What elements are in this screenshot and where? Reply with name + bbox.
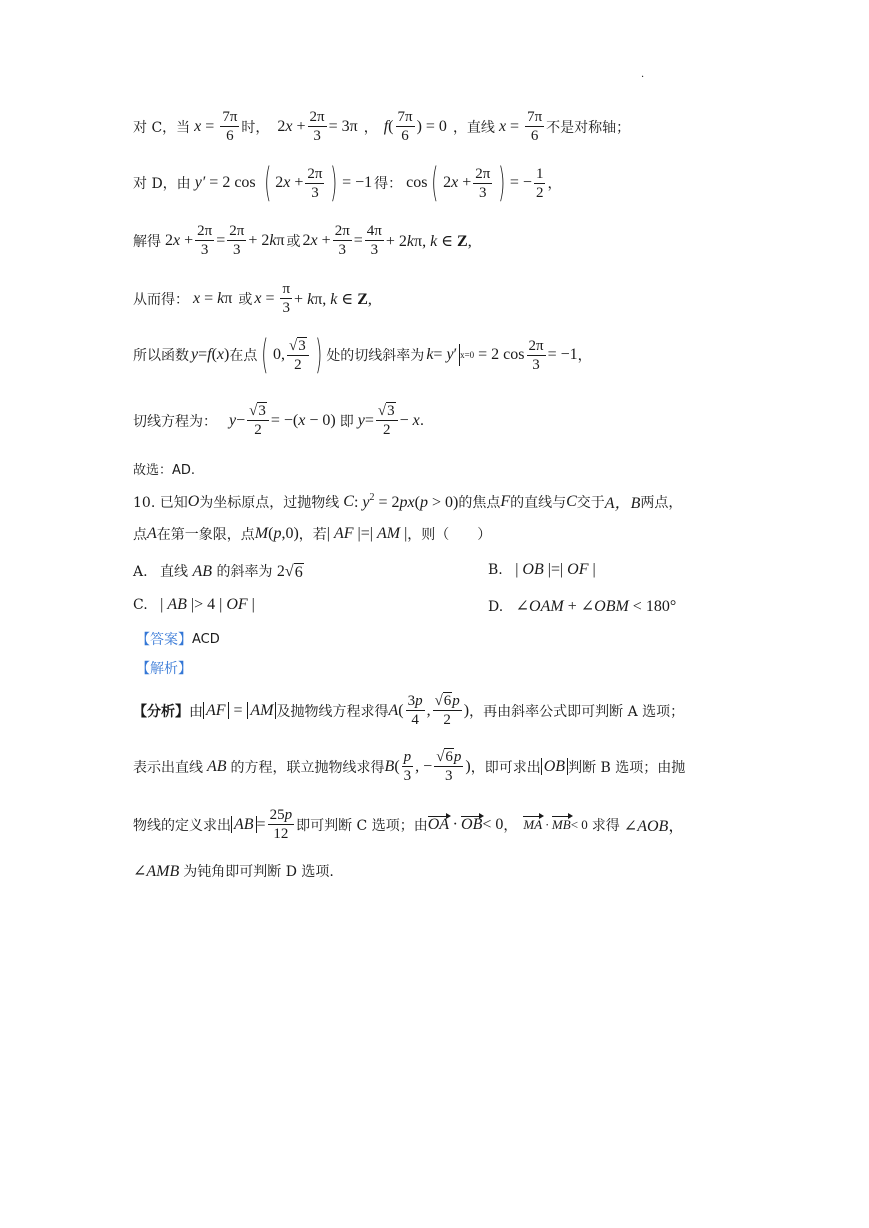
fenxi-line-1: 【分析】 由 AF = AM 及抛物线方程求得 A ( $\frac{3p}{4}$ , √ 6 p 2 ) ，再由斜率公式即可判断 A 选项； — [133, 693, 685, 728]
line-option-c-check: 对 C，当 x = $\frac{7\pi}{6}$ 时， 2x + $\frac{2\pi}{3}$ = 3π ， f ( $\frac{7\pi}{6}$ ) = 0 ，直线 x = $\frac{7\pi}{6}$ 不是对称轴； — [133, 109, 631, 144]
text: 由 — [189, 703, 203, 720]
text: C — [566, 492, 577, 510]
text: 表示出直线 — [133, 759, 203, 776]
q10-line-2: 点 A 在第一象限，点 M (p,0) ，若 | AF |=| AM | ，则（ ） — [133, 525, 492, 543]
fenxi-line-3: 物线的定义求出 AB = $\frac{25p}{12}$ 即可判断 C 选项；由 OA · OB < 0 ， MA · MB < 0 求得 ∠AOB， — [133, 807, 685, 842]
text: 不是对称轴； — [546, 119, 631, 136]
text: D. — [488, 599, 504, 615]
text: 两点， — [640, 494, 683, 511]
line-slope: 所以函数 y = f (x) 在点 ( 0, √ 3 2 ) 处的切线斜率为 k = y′ x=0 = 2 cos $\frac{2\pi}{3}$ = −1 ， — [133, 332, 592, 378]
text: 的焦点 — [458, 494, 501, 511]
text: ， — [577, 348, 592, 364]
option-c[interactable]: C. | AB |> 4 | OF | — [133, 596, 255, 613]
analysis-line — [136, 658, 192, 678]
page-mark: · — [641, 72, 645, 83]
text: A — [147, 525, 157, 542]
text: 为钝角即可判断 D 选项. — [183, 864, 334, 880]
text: 及抛物线方程求得 — [276, 703, 389, 720]
text: 解得 — [133, 233, 161, 250]
text: ， — [547, 176, 562, 192]
text: ， — [363, 119, 378, 136]
text: 在第一象限，点 — [156, 527, 255, 543]
text: A. — [133, 564, 148, 580]
text: 对 D，由 — [133, 176, 191, 192]
text: 10. 已知 — [133, 494, 188, 511]
answer-value: ACD — [192, 631, 220, 647]
text: ，即可求出 — [470, 759, 541, 776]
text: 为坐标原点，过抛物线 — [199, 494, 340, 511]
text: 的斜率为 — [216, 564, 273, 580]
option-d[interactable]: D. ∠OAM + ∠OBM < 180° — [488, 598, 677, 615]
text: 即可判断 C 选项；由 — [296, 817, 428, 834]
text: . — [419, 412, 425, 429]
line-solve: 解得 2x + $\frac{2\pi}{3}$ = $\frac{2\pi}{3}$ + 2kπ 或 2x + $\frac{2\pi}{3}$ = $\frac{4\pi}{3}$ + 2kπ, k ∈ Z, — [133, 223, 472, 258]
text: 判断 B 选项；由抛 — [568, 759, 686, 776]
previous-answer: 故选：AD. — [133, 463, 196, 478]
text: ，直线 — [452, 119, 495, 136]
text: 即 — [339, 413, 354, 430]
text: 物线的定义求出 — [133, 817, 231, 834]
text: 交于 — [576, 494, 605, 511]
text: C. — [133, 597, 148, 613]
text: 得： — [374, 176, 403, 192]
text: ，则（ ） — [407, 527, 492, 543]
text: 【分析】 — [133, 703, 189, 720]
text: 时， — [241, 119, 270, 136]
fenxi-line-4: ∠AMB 为钝角即可判断 D 选项. — [133, 863, 334, 880]
text: 求得 — [591, 817, 620, 834]
text: 对 C，当 — [133, 119, 191, 136]
line-option-d-check: 对 D，由 y′ = 2 cos ( 2x + $\frac{2\pi}{3}$ ) = −1 得： cos ( 2x + $\frac{2\pi}{3}$ ) = − $\frac{1}{2}$ ， — [133, 160, 562, 206]
text: ，再由斜率公式即可判断 A 选项； — [469, 703, 685, 720]
text: ，若 — [298, 527, 327, 543]
line-tangent: 切线方程为： y − √ 3 2 = −(x − 0) 即 y = √ 3 2 − x . — [133, 403, 425, 438]
text: 在点 — [229, 348, 258, 364]
text: 的方程，联立抛物线求得 — [230, 759, 385, 776]
text: 直线 — [160, 564, 189, 580]
text: A，B — [604, 495, 641, 512]
answer-line — [136, 629, 220, 649]
text: O — [187, 492, 200, 510]
text: F — [500, 492, 511, 510]
fenxi-line-2: 表示出直线 AB 的方程，联立抛物线求得 B ( $\frac{p}{3}$ , − √ 6 p 3 ) ，即可求出 OB 判断 B 选项；由抛 — [133, 749, 686, 784]
line-thus: 从而得： x = kπ 或 x = $\frac{\pi}{3}$ + kπ, k ∈ Z, — [133, 281, 372, 316]
option-a[interactable]: A. 直线 AB 的斜率为 2√ 6 — [133, 563, 303, 581]
text: 的直线与 — [510, 494, 567, 511]
text: 从而得： — [133, 291, 189, 308]
text: 点 — [133, 527, 147, 543]
answer-tag: 【答案】 — [136, 632, 192, 648]
text: 或 — [286, 233, 301, 250]
option-b[interactable]: B. | OB |=| OF | — [488, 561, 596, 578]
q10-line-1: 10. 已知 O 为坐标原点，过抛物线 C : $y^2 = 2px(p > 0)$ 的焦点 F 的直线与 C 交于 A，B 两点， — [133, 491, 683, 512]
text: 处的切线斜率为 — [326, 348, 425, 364]
analysis-tag: 【解析】 — [136, 661, 192, 677]
text: ， — [503, 817, 518, 834]
text: 或 — [238, 291, 253, 308]
text: 切线方程为： — [133, 413, 217, 430]
text: 所以函数 — [133, 348, 189, 364]
text: B. — [488, 562, 503, 578]
